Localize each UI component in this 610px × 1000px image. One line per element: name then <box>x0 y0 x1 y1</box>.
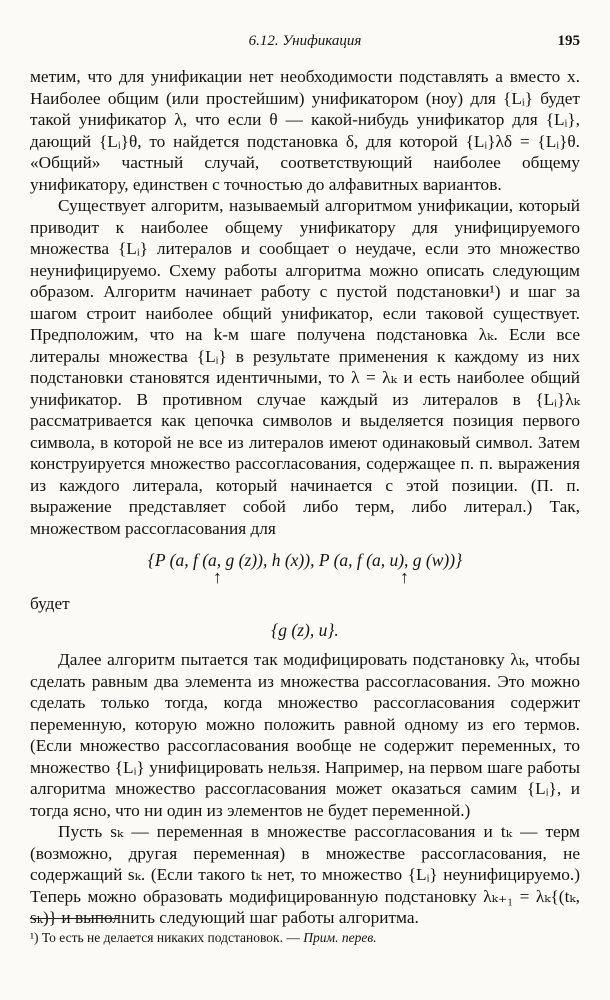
footnote-text: ¹) То есть не делается никаких подстановок. — <box>30 930 300 945</box>
paragraph-4: Пусть sₖ — переменная в множестве рассогласования и tₖ — терм (возможно, другая переменная) в множестве рассогласования, не содержащий sₖ. (Если такого tₖ нет, то множество {Lᵢ} неунифицируемо.) Теперь можно образовать модифицированную подстановку λₖ₊₁ = λₖ{(tₖ, sₖ)} и выполнить следующий шаг работы алгоритма. <box>30 822 580 927</box>
footnote <box>30 929 580 947</box>
paragraph-2: Существует алгоритм, называемый алгоритмом унификации, который приводит к наиболее общему унификатору для унифицируемого множества {Lᵢ} литералов и сообщает о неудаче, если это множество неунифицируемо. Схему работы алгоритма можно описать следующим образом. Алгоритм начинает работу с пустой подстановки¹) и шаг за шагом строит наиболее общий унификатор, если таковой существует. Предположим, что на k-м шаге получена подстановка λₖ. Если все литералы множества {Lᵢ} в результате применения к каждому из них подстановки становятся идентичными, то λ = λₖ и есть наиболее общий унификатор. В противном случае каждый из литералов в {Lᵢ}λₖ рассматривается как цепочка символов и выделяется позиция первого символа, в которой не все из литералов имеют одинаковый символ. Затем конструируется множество рассогласования, содержащее п. п. выражения из каждого литерала, который начинается с этой позиции. (П. п. выражение представляет собой либо терм, либо литерал.) Так, множеством рассогласования для <box>30 196 580 538</box>
result-label: будет <box>30 594 70 613</box>
main-text <box>30 66 580 929</box>
page-number: 195 <box>557 33 580 49</box>
up-arrow-icon: ↑ <box>400 567 409 587</box>
up-arrow-icon: ↑ <box>213 567 222 587</box>
formula-disagreement-set: {g (z), u}. <box>271 620 339 640</box>
position-arrows <box>30 567 580 593</box>
formula-disagreement-example: {P (a, f (a, g (z)), h (x)), P (a, f (a, u), g (w))} <box>147 550 463 570</box>
paragraph-1: метим, что для унификации нет необходимости подставлять a вместо x. Наиболее общим (или простейшим) унификатором (ноу) для {Lᵢ} будет такой унификатор λ, что если θ — какой-нибудь унификатор для {Lᵢ}, дающий {Lᵢ}θ, то найдется подстановка δ, для которой {Lᵢ}λδ = {Lᵢ}θ. «Общий» частный случай, соответствующий наиболее общему унификатору, единствен с точностью до алфавитных вариантов. <box>30 67 580 194</box>
running-title: 6.12. Унификация <box>248 33 362 49</box>
paragraph-3: Далее алгоритм пытается так модифицировать подстановку λₖ, чтобы сделать равным два элемента из множества рассогласования. Это можно сделать только тогда, когда множество рассогласования содержит переменную, которую можно положить равной одному из его термов. (Если множество рассогласования вообще не содержит переменных, то множество {Lᵢ} унифицировать нельзя. Например, на первом шаге работы алгоритма множество рассогласования может оказаться самим {Lᵢ}, и тогда ясно, что ни один из элементов не будет переменной.) <box>30 650 580 820</box>
footnote-attribution: Прим. перев. <box>303 930 377 945</box>
footnote-divider <box>30 918 118 919</box>
page-header <box>30 33 580 53</box>
